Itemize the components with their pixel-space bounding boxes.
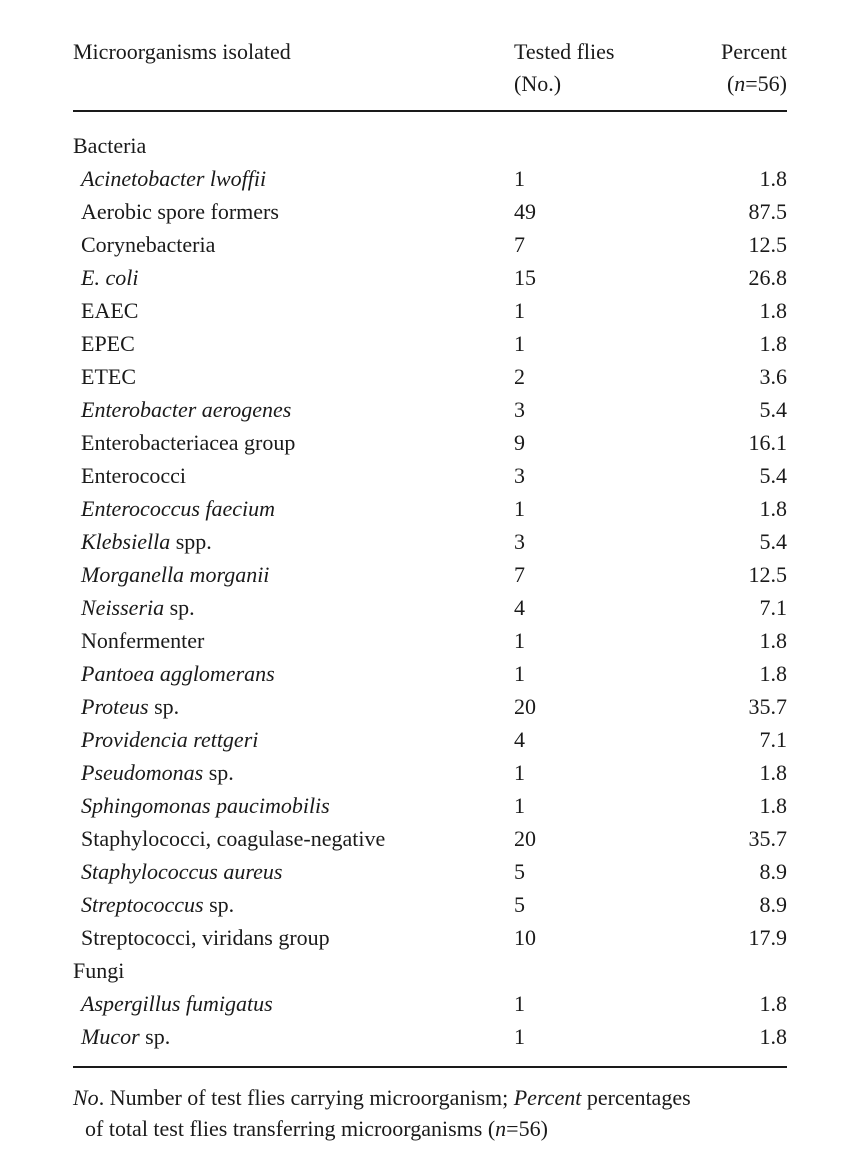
footnote-percent-label: Percent — [513, 1085, 582, 1110]
organism-name — [81, 624, 204, 657]
table-row — [73, 459, 787, 492]
organism-name-italic: Pseudomonas — [81, 760, 204, 785]
tested-flies-count: 1 — [514, 298, 525, 323]
organism-name — [81, 525, 212, 558]
percent-value: 16.1 — [748, 430, 787, 455]
tested-flies-count: 15 — [514, 265, 536, 290]
table-row — [73, 162, 787, 195]
table-row — [73, 657, 787, 690]
percent-value: 8.9 — [759, 859, 787, 884]
table-row — [73, 492, 787, 525]
table-row — [73, 261, 787, 294]
bottom-rule — [73, 1066, 787, 1068]
percent-value: 1.8 — [759, 793, 787, 818]
organism-name — [81, 789, 330, 822]
organism-name-plain: Aerobic spore formers — [81, 199, 279, 224]
percent-value: 35.7 — [748, 826, 787, 851]
percent-value: 87.5 — [748, 199, 787, 224]
footnote-n-italic: n — [495, 1116, 507, 1141]
organism-name-italic: Klebsiella — [81, 529, 171, 554]
organism-name-italic: Sphingomonas paucimobilis — [81, 793, 330, 818]
table-row — [73, 822, 787, 855]
tested-flies-count: 5 — [514, 892, 525, 917]
percent-value: 1.8 — [759, 496, 787, 521]
table-row — [73, 228, 787, 261]
paren-open: ( — [726, 71, 735, 96]
organism-name-plain: Enterococci — [81, 463, 187, 488]
table-row — [73, 888, 787, 921]
header-percent-line2 — [727, 71, 787, 96]
tested-flies-count: 1 — [514, 166, 525, 191]
organism-name — [81, 558, 269, 591]
organism-name-italic: Proteus — [81, 694, 149, 719]
organism-name-plain: sp. — [203, 892, 235, 917]
organism-name-italic: Providencia rettgeri — [81, 727, 259, 752]
table-header — [73, 36, 787, 110]
tested-flies-count: 9 — [514, 430, 525, 455]
table-row — [73, 426, 787, 459]
table-row — [73, 723, 787, 756]
header-percent-line1: Percent — [721, 39, 787, 64]
organism-name-plain: sp. — [203, 760, 234, 785]
tested-flies-count: 20 — [514, 694, 536, 719]
organism-name — [81, 426, 295, 459]
organism-name-plain: sp. — [148, 694, 180, 719]
percent-value: 1.8 — [759, 628, 787, 653]
tested-flies-count: 49 — [514, 199, 536, 224]
table-row — [73, 558, 787, 591]
organism-name — [81, 327, 135, 360]
tested-flies-count: 2 — [514, 364, 525, 389]
footnote-percent-text: percentages — [581, 1085, 691, 1110]
tested-flies-count: 20 — [514, 826, 536, 851]
table-row — [73, 360, 787, 393]
organism-name — [81, 888, 234, 921]
table-row — [73, 525, 787, 558]
tested-flies-count: 3 — [514, 463, 525, 488]
organism-name-plain: spp. — [170, 529, 212, 554]
tested-flies-count: 1 — [514, 991, 525, 1016]
organism-name — [81, 723, 258, 756]
organism-name — [81, 822, 385, 855]
tested-flies-count: 3 — [514, 529, 525, 554]
organism-name — [81, 360, 136, 393]
table-row — [73, 756, 787, 789]
organism-name-italic: Neisseria — [81, 595, 165, 620]
organism-name — [81, 1020, 170, 1053]
organism-name-plain: ETEC — [81, 364, 136, 389]
n-italic: n — [734, 71, 746, 96]
table-body — [73, 112, 787, 1053]
organism-name — [81, 393, 291, 426]
tested-flies-count: 4 — [514, 727, 525, 752]
header-tested-flies-line2: (No.) — [514, 71, 562, 96]
percent-value: 12.5 — [748, 232, 787, 257]
organism-name — [81, 195, 279, 228]
percent-value: 1.8 — [759, 991, 787, 1016]
organism-name-plain: Nonfermenter — [81, 628, 205, 653]
tested-flies-count: 1 — [514, 496, 525, 521]
group-label: Fungi — [73, 958, 125, 983]
data-table — [73, 36, 787, 1144]
organism-name — [81, 657, 275, 690]
tested-flies-count: 1 — [514, 1024, 525, 1049]
tested-flies-count: 1 — [514, 628, 525, 653]
header-tested-flies — [514, 36, 614, 100]
organism-name-italic: Morganella morganii — [81, 562, 270, 587]
percent-value: 12.5 — [748, 562, 787, 587]
percent-value: 8.9 — [759, 892, 787, 917]
organism-name — [81, 294, 138, 327]
table-row — [73, 987, 787, 1020]
group-row — [73, 129, 787, 162]
table-row — [73, 624, 787, 657]
percent-value: 7.1 — [759, 595, 787, 620]
percent-value: 5.4 — [759, 397, 787, 422]
organism-name-plain: EPEC — [81, 331, 135, 356]
organism-name — [81, 591, 195, 624]
organism-name-plain: Staphylococci, coagulase-negative — [81, 826, 386, 851]
group-row — [73, 954, 787, 987]
percent-value: 1.8 — [759, 298, 787, 323]
tested-flies-count: 4 — [514, 595, 525, 620]
tested-flies-count: 10 — [514, 925, 536, 950]
tested-flies-count: 1 — [514, 760, 525, 785]
organism-name-plain: Streptococci, viridans group — [81, 925, 330, 950]
organism-name-italic: E. coli — [81, 265, 139, 290]
organism-name — [81, 162, 266, 195]
percent-value: 5.4 — [759, 463, 787, 488]
header-tested-flies-line1: Tested flies — [514, 39, 615, 64]
n-value: =56) — [745, 71, 787, 96]
table-row — [73, 327, 787, 360]
percent-value: 7.1 — [759, 727, 787, 752]
organism-name-italic: Acinetobacter lwoffii — [81, 166, 267, 191]
footnote-line2 — [73, 1113, 787, 1144]
table-row — [73, 294, 787, 327]
organism-name-plain: sp. — [164, 595, 195, 620]
table-row — [73, 1020, 787, 1053]
organism-name-plain: EAEC — [81, 298, 139, 323]
header-organisms: Microorganisms isolated — [73, 39, 291, 64]
organism-name-plain: Corynebacteria — [81, 232, 216, 257]
percent-value: 3.6 — [759, 364, 787, 389]
organism-name-plain: Enterobacteriacea group — [81, 430, 296, 455]
table-row — [73, 789, 787, 822]
organism-name — [81, 987, 273, 1020]
organism-name-plain: sp. — [139, 1024, 171, 1049]
tested-flies-count: 1 — [514, 661, 525, 686]
tested-flies-count: 1 — [514, 331, 525, 356]
percent-value: 17.9 — [748, 925, 787, 950]
organism-name — [81, 921, 330, 954]
organism-name-italic: Streptococcus — [81, 892, 204, 917]
percent-value: 1.8 — [759, 661, 787, 686]
organism-name-italic: Enterococcus faecium — [81, 496, 276, 521]
tested-flies-count: 7 — [514, 562, 525, 587]
organism-name-italic: Enterobacter aerogenes — [81, 397, 292, 422]
organism-name-italic: Staphylococcus aureus — [81, 859, 283, 884]
table-row — [73, 591, 787, 624]
tested-flies-count: 7 — [514, 232, 525, 257]
percent-value: 35.7 — [748, 694, 787, 719]
organism-name — [81, 855, 282, 888]
organism-name — [81, 459, 186, 492]
organism-name — [81, 492, 275, 525]
footnote-no-text: . Number of test flies carrying microorganism; — [98, 1085, 514, 1110]
percent-value: 5.4 — [759, 529, 787, 554]
table-row — [73, 690, 787, 723]
percent-value: 1.8 — [759, 1024, 787, 1049]
percent-value: 1.8 — [759, 760, 787, 785]
header-percent — [721, 36, 787, 100]
organism-name — [81, 228, 215, 261]
organism-name — [81, 756, 234, 789]
percent-value: 1.8 — [759, 166, 787, 191]
organism-name-italic: Aspergillus fumigatus — [81, 991, 273, 1016]
organism-name-italic: Pantoea agglomerans — [81, 661, 275, 686]
table-row — [73, 393, 787, 426]
table-row — [73, 921, 787, 954]
organism-name-italic: Mucor — [81, 1024, 140, 1049]
tested-flies-count: 1 — [514, 793, 525, 818]
percent-value: 26.8 — [748, 265, 787, 290]
table-footnote — [73, 1082, 787, 1144]
organism-name — [81, 690, 179, 723]
footnote-no-label: No — [73, 1085, 99, 1110]
footnote-line2-text: of total test flies transferring microorganisms ( — [85, 1116, 496, 1141]
tested-flies-count: 5 — [514, 859, 525, 884]
footnote-n-value: =56) — [506, 1116, 548, 1141]
tested-flies-count: 3 — [514, 397, 525, 422]
group-label: Bacteria — [73, 133, 147, 158]
percent-value: 1.8 — [759, 331, 787, 356]
organism-name — [81, 261, 138, 294]
table-row — [73, 195, 787, 228]
table-row — [73, 855, 787, 888]
